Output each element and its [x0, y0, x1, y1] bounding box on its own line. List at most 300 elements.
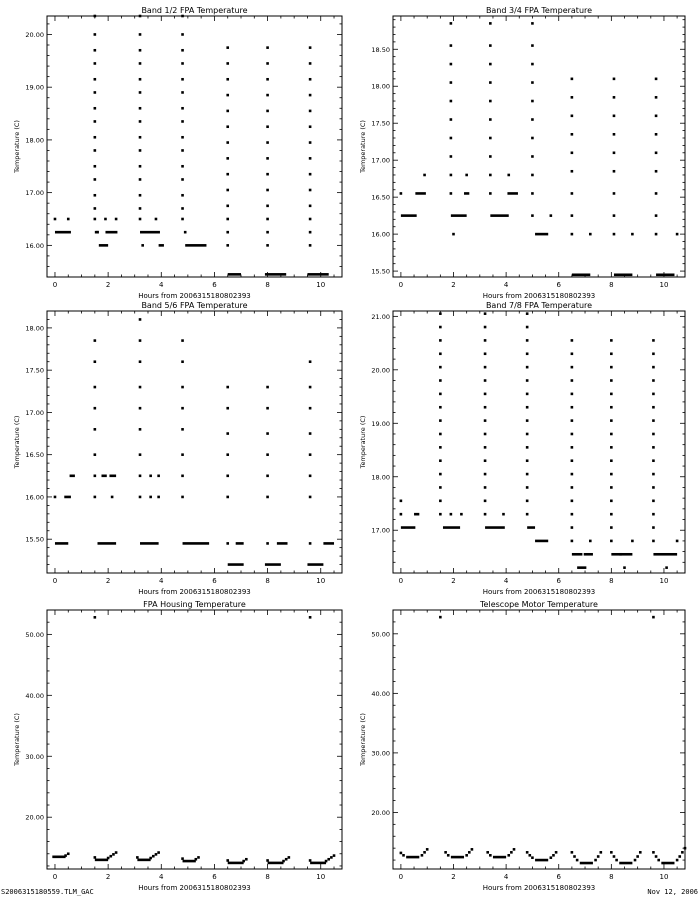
- data-point: [139, 149, 142, 152]
- data-point: [226, 125, 229, 128]
- data-run: [507, 192, 518, 195]
- data-point: [489, 44, 492, 47]
- data-point: [610, 526, 613, 529]
- x-tick-label: 10: [316, 281, 326, 289]
- data-run: [619, 862, 632, 865]
- chart-panel-6: [359, 600, 686, 892]
- data-point: [531, 44, 534, 47]
- data-point: [484, 419, 487, 422]
- data-run: [307, 563, 323, 566]
- data-point: [181, 496, 184, 499]
- data-point: [655, 133, 658, 136]
- data-point: [571, 540, 574, 543]
- data-point: [513, 848, 516, 851]
- data-point: [112, 853, 115, 856]
- data-point: [266, 432, 269, 435]
- data-point: [94, 149, 97, 152]
- y-tick-label: 16.00: [25, 241, 44, 250]
- data-point: [571, 446, 574, 449]
- data-point: [309, 62, 312, 65]
- x-tick-label: 0: [398, 577, 404, 585]
- data-point: [573, 855, 576, 858]
- data-point: [439, 419, 442, 422]
- data-point: [676, 859, 679, 862]
- data-point: [652, 339, 655, 342]
- x-tick-label: 6: [556, 873, 561, 881]
- data-point: [309, 407, 312, 410]
- data-point: [460, 513, 463, 516]
- data-point: [423, 851, 426, 854]
- data-run: [183, 542, 210, 545]
- chart-panel-1: [13, 6, 342, 300]
- data-run: [580, 862, 593, 865]
- data-run: [310, 862, 326, 865]
- data-point: [266, 78, 269, 81]
- y-tick-label: 30.00: [25, 752, 44, 761]
- data-point: [655, 78, 658, 81]
- data-point: [526, 486, 529, 489]
- data-point: [439, 473, 442, 476]
- y-axis-label: Temperature (C): [13, 120, 21, 173]
- data-point: [309, 110, 312, 113]
- data-point: [155, 853, 158, 856]
- data-point: [400, 513, 403, 516]
- data-point: [531, 118, 534, 121]
- data-point: [526, 352, 529, 355]
- data-run: [268, 862, 284, 865]
- data-point: [526, 473, 529, 476]
- data-point: [652, 379, 655, 382]
- data-point: [226, 141, 229, 144]
- data-point: [439, 500, 442, 503]
- plot-frame: [47, 16, 342, 277]
- data-point: [67, 852, 70, 855]
- data-run: [64, 496, 71, 499]
- data-point: [115, 851, 118, 854]
- data-point: [94, 78, 97, 81]
- data-run: [105, 231, 117, 234]
- data-point: [226, 386, 229, 389]
- data-point: [266, 244, 269, 247]
- chart-panel-5: [13, 600, 342, 892]
- data-point: [181, 218, 184, 221]
- data-point: [439, 433, 442, 436]
- data-point: [111, 496, 114, 499]
- data-run: [493, 856, 506, 859]
- data-point: [184, 231, 187, 234]
- data-point: [139, 407, 142, 410]
- data-point: [571, 366, 574, 369]
- data-run: [584, 553, 593, 556]
- data-point: [655, 96, 658, 99]
- plot-frame: [393, 610, 685, 869]
- data-point: [610, 379, 613, 382]
- data-point: [531, 137, 534, 140]
- data-run: [661, 862, 674, 865]
- data-point: [266, 157, 269, 160]
- data-run: [614, 273, 632, 276]
- data-run: [185, 244, 206, 247]
- data-point: [655, 170, 658, 173]
- data-point: [571, 379, 574, 382]
- y-tick-label: 17.50: [25, 366, 44, 375]
- data-point: [195, 858, 198, 861]
- data-run: [101, 475, 106, 478]
- data-point: [571, 473, 574, 476]
- data-point: [489, 174, 492, 177]
- data-point: [550, 214, 553, 217]
- data-point: [309, 173, 312, 176]
- chart-title: Band 3/4 FPA Temperature: [485, 6, 593, 15]
- data-point: [484, 312, 487, 315]
- data-point: [652, 513, 655, 516]
- data-point: [139, 136, 142, 139]
- data-point: [157, 475, 160, 478]
- data-point: [226, 205, 229, 208]
- data-point: [531, 100, 534, 103]
- x-axis-label: Hours from 2006315180802393: [482, 884, 596, 892]
- x-tick-label: 10: [659, 873, 669, 881]
- data-point: [181, 107, 184, 110]
- data-point: [526, 366, 529, 369]
- y-tick-label: 20.00: [371, 808, 390, 817]
- data-point: [450, 118, 453, 121]
- data-run: [99, 244, 108, 247]
- data-point: [484, 379, 487, 382]
- data-point: [96, 231, 99, 234]
- data-point: [266, 496, 269, 499]
- data-point: [266, 189, 269, 192]
- data-point: [139, 165, 142, 168]
- data-point: [54, 218, 57, 221]
- data-point: [655, 115, 658, 118]
- data-point: [426, 848, 429, 851]
- data-point: [571, 352, 574, 355]
- data-point: [610, 473, 613, 476]
- data-point: [678, 855, 681, 858]
- data-point: [484, 393, 487, 396]
- data-point: [226, 453, 229, 456]
- data-point: [576, 859, 579, 862]
- data-point: [613, 192, 616, 195]
- data-point: [94, 453, 97, 456]
- data-point: [444, 851, 447, 854]
- data-run: [183, 860, 196, 863]
- x-tick-label: 0: [398, 281, 404, 289]
- data-point: [613, 233, 616, 236]
- data-point: [139, 386, 142, 389]
- data-point: [450, 44, 453, 47]
- data-point: [94, 856, 97, 859]
- data-point: [226, 157, 229, 160]
- data-point: [266, 46, 269, 49]
- data-point: [531, 155, 534, 158]
- data-run: [653, 553, 677, 556]
- data-point: [652, 500, 655, 503]
- data-point: [652, 433, 655, 436]
- data-point: [325, 860, 328, 863]
- data-point: [226, 475, 229, 478]
- data-point: [181, 453, 184, 456]
- data-point: [94, 207, 97, 210]
- x-axis-label: Hours from 2006315180802393: [138, 292, 251, 300]
- chart-title: Band 7/8 FPA Temperature: [485, 301, 593, 310]
- data-point: [571, 151, 574, 154]
- data-point: [139, 453, 142, 456]
- data-point: [285, 858, 288, 861]
- data-run: [535, 859, 548, 862]
- chart-panel-2: [359, 6, 685, 300]
- data-point: [266, 110, 269, 113]
- data-point: [484, 433, 487, 436]
- data-point: [652, 352, 655, 355]
- data-run: [140, 542, 159, 545]
- data-point: [94, 616, 97, 619]
- data-point: [421, 854, 424, 857]
- data-point: [139, 475, 142, 478]
- data-point: [589, 540, 592, 543]
- x-tick-label: 4: [503, 577, 509, 585]
- x-tick-label: 2: [105, 281, 111, 289]
- y-tick-label: 16.50: [25, 451, 44, 460]
- data-point: [571, 192, 574, 195]
- y-tick-label: 15.50: [25, 535, 44, 544]
- plot-frame: [393, 311, 685, 573]
- y-tick-label: 17.50: [371, 119, 390, 128]
- data-point: [402, 854, 405, 857]
- chart-panel-4: [359, 301, 685, 596]
- data-point: [450, 192, 453, 195]
- data-point: [309, 125, 312, 128]
- chart-panel-3: [13, 301, 342, 596]
- data-point: [450, 63, 453, 66]
- x-tick-label: 6: [556, 281, 561, 289]
- x-tick-label: 4: [503, 873, 509, 881]
- data-run: [415, 192, 426, 195]
- data-point: [526, 851, 529, 854]
- x-tick-label: 8: [265, 577, 270, 585]
- data-run: [619, 553, 632, 556]
- plot-frame: [393, 16, 685, 277]
- data-point: [571, 115, 574, 118]
- data-point: [149, 857, 152, 860]
- y-axis-label: Temperature (C): [359, 415, 367, 469]
- data-point: [450, 81, 453, 84]
- data-run: [265, 563, 281, 566]
- data-point: [465, 854, 468, 857]
- data-point: [226, 94, 229, 97]
- y-tick-label: 21.00: [371, 312, 390, 321]
- data-point: [571, 500, 574, 503]
- data-point: [139, 428, 142, 431]
- data-point: [489, 137, 492, 140]
- data-point: [550, 856, 553, 859]
- data-point: [526, 500, 529, 503]
- data-point: [181, 78, 184, 81]
- data-point: [423, 174, 426, 177]
- y-tick-label: 16.50: [371, 193, 390, 202]
- data-run: [140, 231, 160, 234]
- data-point: [327, 858, 330, 861]
- data-point: [526, 459, 529, 462]
- data-point: [652, 406, 655, 409]
- data-point: [139, 33, 142, 36]
- data-point: [531, 192, 534, 195]
- data-point: [571, 433, 574, 436]
- data-point: [526, 339, 529, 342]
- data-point: [181, 165, 184, 168]
- data-point: [655, 855, 658, 858]
- data-point: [94, 107, 97, 110]
- data-point: [94, 407, 97, 410]
- data-run: [236, 542, 244, 545]
- x-tick-label: 2: [451, 873, 456, 881]
- data-point: [652, 366, 655, 369]
- data-point: [107, 857, 110, 860]
- data-point: [636, 855, 639, 858]
- data-point: [104, 218, 107, 221]
- data-point: [181, 207, 184, 210]
- data-point: [181, 15, 184, 18]
- data-run: [451, 214, 467, 217]
- data-point: [439, 352, 442, 355]
- data-point: [450, 100, 453, 103]
- data-point: [571, 214, 574, 217]
- data-point: [266, 475, 269, 478]
- y-tick-label: 18.00: [25, 136, 44, 145]
- data-point: [309, 205, 312, 208]
- data-run: [485, 526, 505, 529]
- data-run: [443, 526, 460, 529]
- y-tick-label: 18.50: [371, 45, 390, 54]
- data-run: [307, 273, 328, 276]
- footer-filename: S2006315180559.TLM_GAC: [1, 888, 94, 896]
- data-point: [266, 173, 269, 176]
- x-tick-label: 0: [52, 873, 58, 881]
- data-point: [471, 848, 474, 851]
- data-point: [94, 33, 97, 36]
- data-point: [139, 207, 142, 210]
- data-point: [528, 854, 531, 857]
- x-axis-label: Hours from 2006315180802393: [482, 588, 596, 596]
- data-point: [181, 91, 184, 94]
- plot-frame: [47, 311, 342, 573]
- x-tick-label: 2: [451, 577, 456, 585]
- data-point: [526, 393, 529, 396]
- data-point: [181, 339, 184, 342]
- data-point: [571, 96, 574, 99]
- y-tick-label: 17.00: [371, 156, 390, 165]
- y-axis-label: Temperature (C): [359, 120, 367, 173]
- data-point: [571, 851, 574, 854]
- chart-title: Band 5/6 FPA Temperature: [141, 301, 248, 310]
- data-point: [526, 513, 529, 516]
- data-point: [266, 453, 269, 456]
- data-point: [510, 851, 513, 854]
- data-point: [439, 393, 442, 396]
- data-point: [266, 218, 269, 221]
- data-run: [228, 862, 244, 865]
- data-point: [597, 855, 600, 858]
- data-run: [535, 540, 548, 543]
- y-tick-label: 18.00: [371, 82, 390, 91]
- chart-title: Telescope Motor Temperature: [480, 600, 598, 609]
- data-point: [139, 496, 142, 499]
- data-point: [439, 379, 442, 382]
- x-tick-label: 10: [316, 577, 326, 585]
- data-run: [464, 192, 469, 195]
- data-point: [94, 120, 97, 123]
- data-point: [139, 194, 142, 197]
- data-point: [226, 173, 229, 176]
- x-tick-label: 8: [609, 281, 614, 289]
- data-point: [486, 851, 489, 854]
- data-point: [652, 446, 655, 449]
- data-point: [652, 473, 655, 476]
- data-point: [266, 407, 269, 410]
- data-point: [181, 120, 184, 123]
- data-point: [615, 859, 618, 862]
- data-point: [489, 100, 492, 103]
- data-point: [94, 475, 97, 478]
- y-tick-label: 40.00: [371, 689, 390, 698]
- data-run: [228, 563, 244, 566]
- data-point: [181, 428, 184, 431]
- data-point: [181, 857, 184, 860]
- data-point: [439, 406, 442, 409]
- data-point: [484, 366, 487, 369]
- data-point: [452, 233, 455, 236]
- x-tick-label: 8: [265, 281, 270, 289]
- data-point: [489, 192, 492, 195]
- x-tick-label: 6: [556, 577, 561, 585]
- data-point: [181, 62, 184, 65]
- data-point: [181, 360, 184, 363]
- data-point: [94, 218, 97, 221]
- data-run: [401, 214, 417, 217]
- data-point: [489, 22, 492, 25]
- data-point: [139, 178, 142, 181]
- data-point: [139, 120, 142, 123]
- data-point: [400, 500, 403, 503]
- data-point: [526, 419, 529, 422]
- data-point: [484, 352, 487, 355]
- data-point: [639, 851, 642, 854]
- data-point: [149, 496, 152, 499]
- x-tick-label: 8: [265, 873, 270, 881]
- data-point: [623, 566, 626, 569]
- x-axis-label: Hours from 2006315180802393: [482, 292, 596, 300]
- data-run: [572, 553, 583, 556]
- data-point: [266, 125, 269, 128]
- data-point: [571, 233, 574, 236]
- data-point: [288, 856, 291, 859]
- data-run: [137, 859, 150, 862]
- data-point: [94, 428, 97, 431]
- data-point: [531, 22, 534, 25]
- data-point: [94, 194, 97, 197]
- data-run: [401, 526, 415, 529]
- data-point: [226, 62, 229, 65]
- plot-frame: [47, 610, 342, 869]
- data-run: [95, 859, 108, 862]
- data-point: [526, 312, 529, 315]
- data-point: [439, 312, 442, 315]
- data-point: [484, 500, 487, 503]
- data-point: [610, 339, 613, 342]
- data-point: [139, 360, 142, 363]
- data-point: [613, 115, 616, 118]
